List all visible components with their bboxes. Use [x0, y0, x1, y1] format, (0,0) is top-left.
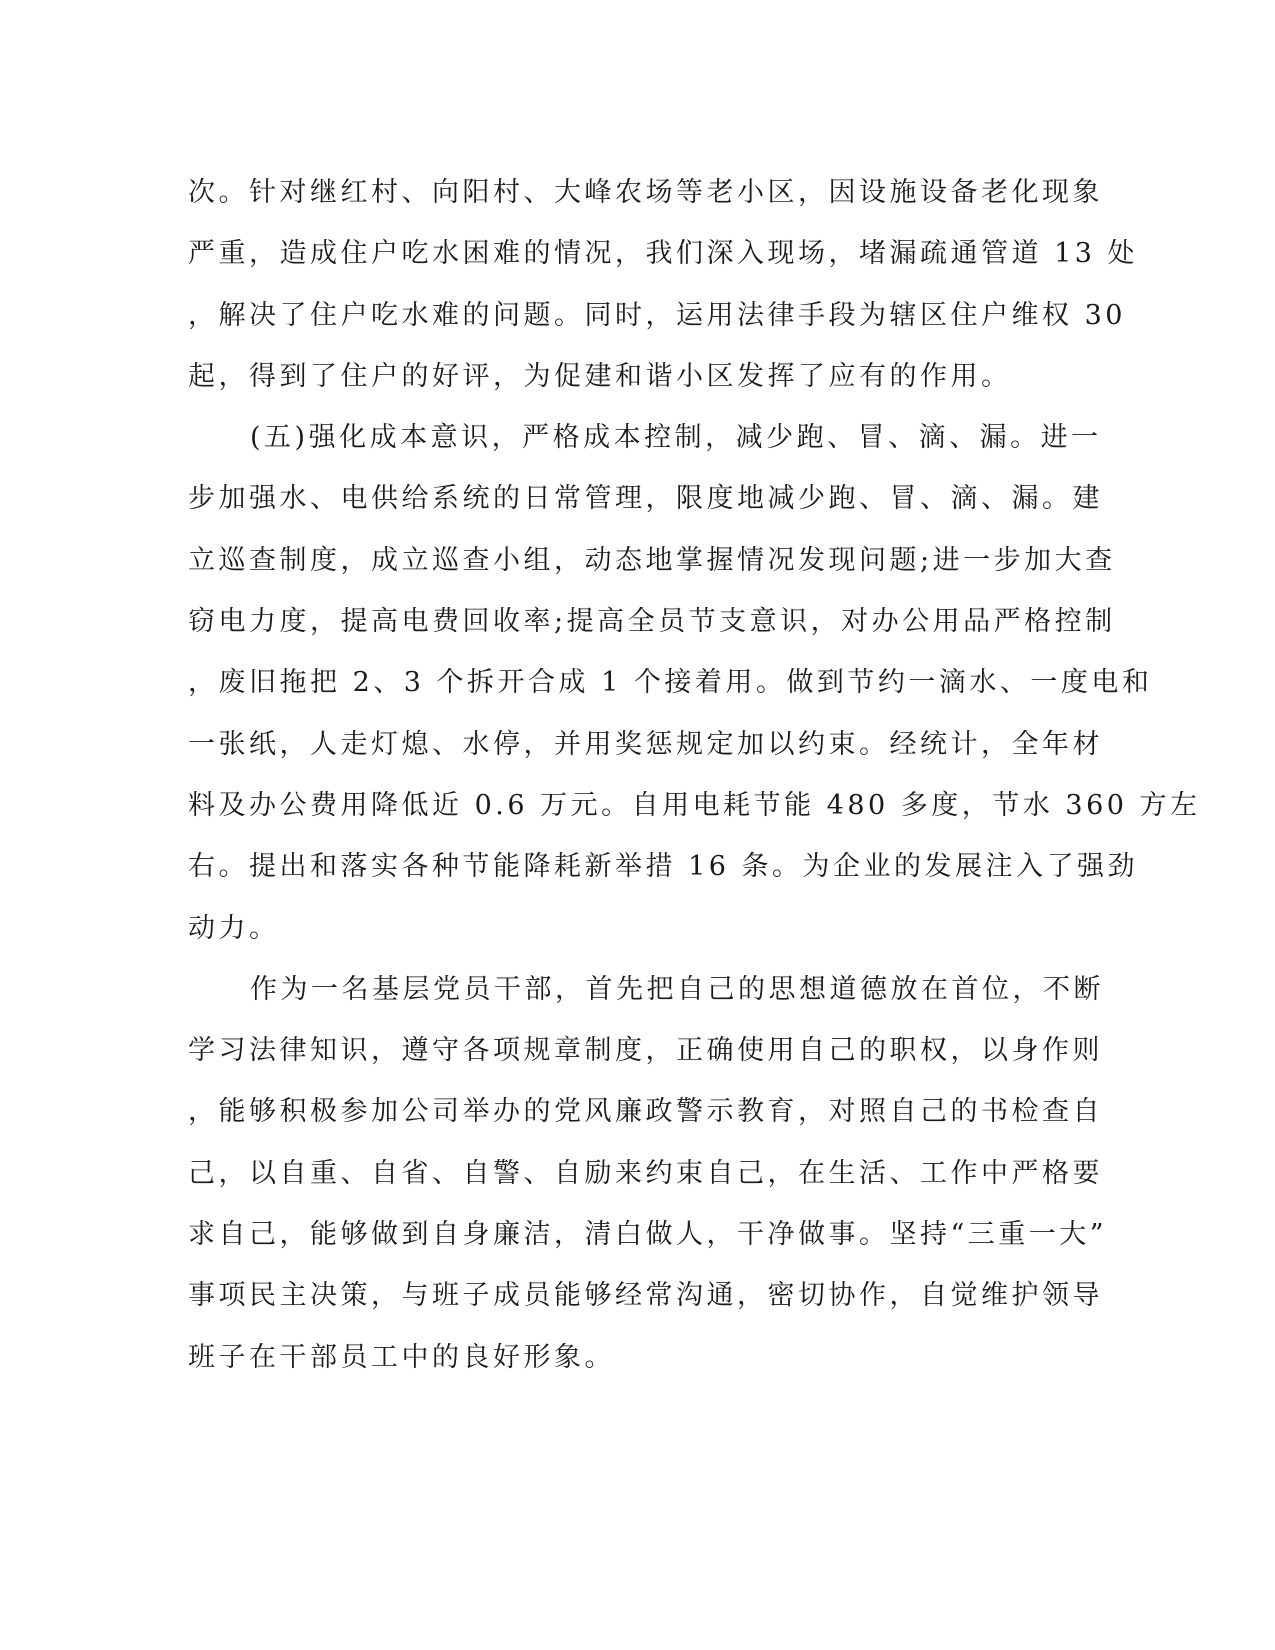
paragraph-line: (五)强化成本意识，严格成本控制，减少跑、冒、滴、漏。进一 [250, 422, 1102, 454]
paragraph-line: ，能够积极参加公司举办的党风廉政警示教育，对照自己的书检查自 [188, 1096, 1103, 1128]
paragraph-line: 己，以自重、自省、自警、自励来约束自己，在生活、工作中严格要 [188, 1157, 1103, 1189]
paragraph-line: 料及办公费用降低近 0.6 万元。自用电耗节能 480 多度，节水 360 方左 [188, 789, 1201, 821]
paragraph-1 [188, 162, 1139, 407]
paragraph-line: 起，得到了住户的好评，为促建和谐小区发挥了应有的作用。 [188, 360, 1012, 392]
paragraph-line: 立巡查制度，成立巡查小组，动态地掌握情况发现问题;进一步加大查 [188, 544, 1116, 576]
document-body [188, 162, 1201, 1388]
paragraph-2 [188, 407, 1201, 959]
paragraph-line: 求自己，能够做到自身廉洁，清白做人，干净做事。坚持“三重一大” [188, 1219, 1108, 1251]
paragraph-line: 作为一名基层党员干部，首先把自己的思想道德放在首位，不断 [250, 973, 1104, 1005]
paragraph-line: 学习法律知识，遵守各项规章制度，正确使用自己的职权，以身作则 [188, 1035, 1103, 1067]
paragraph-line: 严重，造成住户吃水困难的情况，我们深入现场，堵漏疏通管道 13 处 [188, 238, 1139, 270]
paragraph-line: 动力。 [188, 912, 280, 944]
paragraph-line: ，解决了住户吃水难的问题。同时，运用法律手段为辖区住户维权 30 [188, 299, 1126, 331]
paragraph-line: ，废旧拖把 2、3 个拆开合成 1 个接着用。做到节约一滴水、一度电和 [188, 667, 1153, 699]
paragraph-line: 右。提出和落实各种节能降耗新举措 16 条。为企业的发展注入了强劲 [188, 851, 1139, 883]
paragraph-line: 次。针对继红村、向阳村、大峰农场等老小区，因设施设备老化现象 [188, 177, 1103, 208]
paragraph-line: 一张纸，人走灯熄、水停，并用奖惩规定加以约束。经统计，全年材 [188, 728, 1103, 760]
paragraph-line: 班子在干部员工中的良好形象。 [188, 1341, 615, 1373]
paragraph-line: 事项民主决策，与班子成员能够经常沟通，密切协作，自觉维护领导 [188, 1280, 1103, 1312]
paragraph-line: 窃电力度，提高电费回收率;提高全员节支意识，对办公用品严格控制 [188, 606, 1116, 638]
paragraph-line: 步加强水、电供给系统的日常管理，限度地减少跑、冒、滴、漏。建 [188, 483, 1103, 515]
paragraph-3 [188, 959, 1108, 1388]
